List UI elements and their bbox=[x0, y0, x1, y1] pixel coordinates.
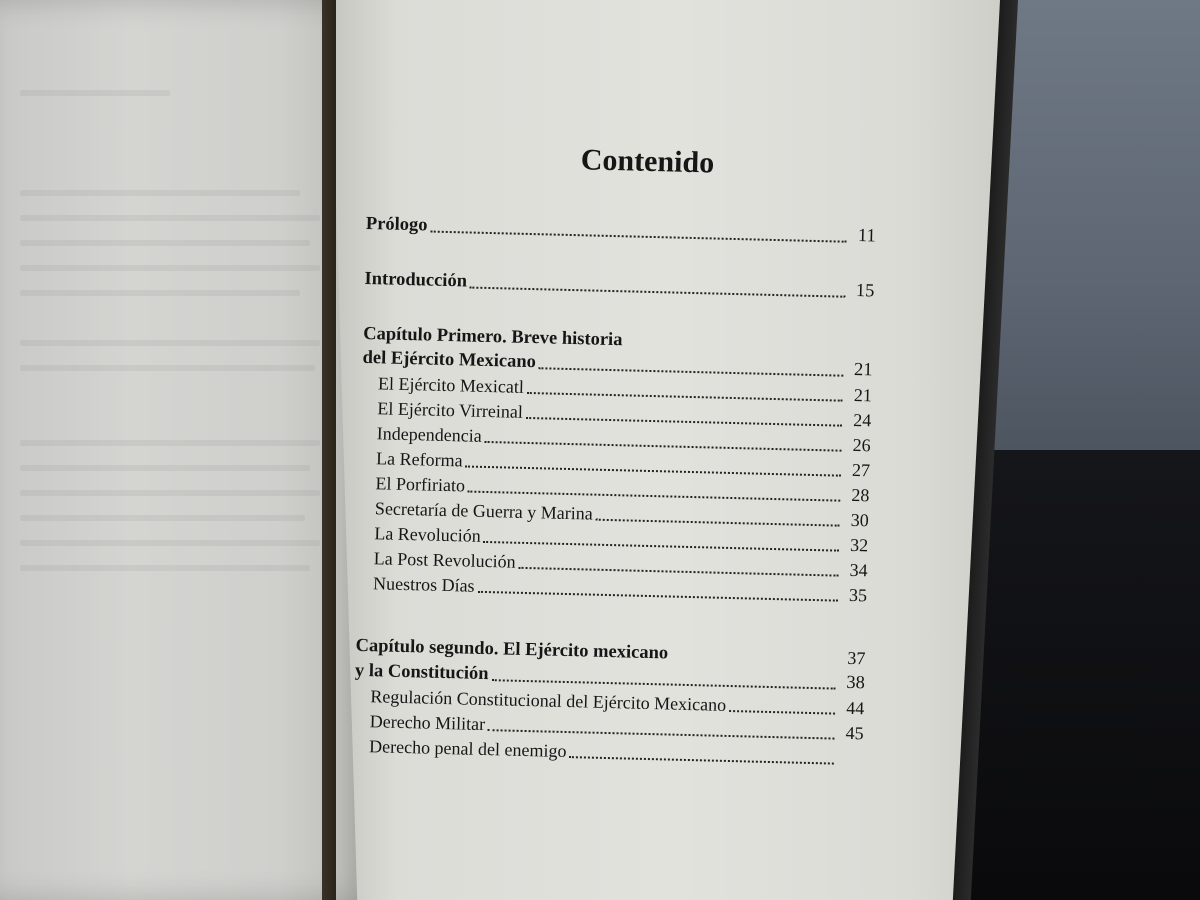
chapter-1-title-line1: Capítulo Primero. Breve historia bbox=[362, 323, 623, 351]
book-gutter bbox=[322, 0, 336, 900]
toc-entry-page: 28 bbox=[851, 484, 870, 506]
toc-entry-label: Introducción bbox=[364, 268, 468, 292]
toc-entry-page: 30 bbox=[850, 509, 870, 531]
bleed-through-line bbox=[20, 465, 310, 471]
dot-leader bbox=[477, 591, 837, 602]
bleed-through-line bbox=[20, 490, 320, 496]
bleed-through-line bbox=[20, 290, 300, 296]
toc-entry-page: 32 bbox=[849, 534, 869, 556]
chapter-1-title-line2: del Ejército Mexicano bbox=[362, 347, 537, 373]
bleed-through-line bbox=[20, 215, 320, 221]
chapter-1-page: 21 bbox=[853, 359, 873, 381]
toc-entry-label: La Reforma bbox=[375, 448, 463, 471]
bleed-through-line bbox=[20, 240, 310, 246]
toc-entry-page: 38 bbox=[846, 672, 866, 694]
toc-entry-page: 34 bbox=[849, 559, 868, 581]
dot-leader bbox=[539, 367, 844, 376]
toc-entry-label: El Ejército Virreinal bbox=[377, 398, 524, 422]
toc-entry-page: 24 bbox=[853, 409, 872, 431]
toc-entry-prologo bbox=[366, 212, 876, 249]
bleed-through-line bbox=[20, 565, 310, 571]
bleed-through-line bbox=[20, 540, 320, 546]
toc-entry-label: Secretaría de Guerra y Marina bbox=[374, 498, 594, 524]
left-book-page bbox=[0, 0, 372, 900]
toc-entry-page: 44 bbox=[845, 697, 865, 719]
bleed-through-line bbox=[20, 340, 320, 346]
toc-title: Contenido bbox=[580, 143, 715, 180]
chapter-1-block bbox=[357, 322, 874, 608]
toc-entry-label: El Ejército Mexicatl bbox=[377, 373, 525, 397]
toc-entry-page: 26 bbox=[852, 434, 871, 456]
toc-entry-page: 45 bbox=[845, 722, 864, 744]
toc-entry-page: 11 bbox=[857, 226, 876, 247]
chapter-2-page: 37 bbox=[847, 647, 866, 669]
chapter-2-title-line2: y la Constitución bbox=[354, 660, 489, 685]
bleed-through-line bbox=[20, 515, 305, 521]
bleed-through-line bbox=[20, 90, 170, 96]
dot-leader bbox=[729, 710, 835, 715]
dot-leader bbox=[596, 519, 840, 527]
toc-entry-label: Derecho Militar bbox=[369, 711, 486, 735]
bleed-through-line bbox=[20, 440, 320, 446]
toc-entry-label: Independencia bbox=[376, 423, 482, 446]
dot-leader bbox=[470, 287, 845, 298]
toc-entry-label: La Post Revolución bbox=[373, 548, 516, 572]
toc-entry-introduccion bbox=[364, 267, 874, 304]
toc-entry-label: La Revolución bbox=[374, 523, 482, 546]
chapter-2-block bbox=[353, 634, 866, 771]
chapter-2-title-line1: Capítulo segundo. El Ejército mexicano bbox=[355, 635, 669, 664]
toc-entry-label: Nuestros Días bbox=[372, 573, 475, 596]
bleed-through-line bbox=[20, 265, 320, 271]
toc-entry-page: 15 bbox=[855, 280, 875, 302]
dot-leader bbox=[569, 756, 834, 764]
table-of-contents bbox=[353, 138, 878, 771]
bleed-through-line bbox=[20, 365, 315, 371]
toc-entry-label: El Porfiriato bbox=[375, 473, 466, 496]
toc-entry-label: Derecho penal del enemigo bbox=[368, 736, 567, 762]
dot-leader bbox=[430, 231, 846, 243]
toc-entry-page: 21 bbox=[853, 384, 873, 406]
toc-entry-label: Prólogo bbox=[365, 213, 428, 236]
toc-entry-page: 35 bbox=[848, 584, 868, 606]
bleed-through-line bbox=[20, 190, 300, 196]
toc-entry-label: Regulación Constitucional del Ejército Mexicano bbox=[370, 686, 727, 715]
toc-entry-page: 27 bbox=[851, 459, 871, 481]
